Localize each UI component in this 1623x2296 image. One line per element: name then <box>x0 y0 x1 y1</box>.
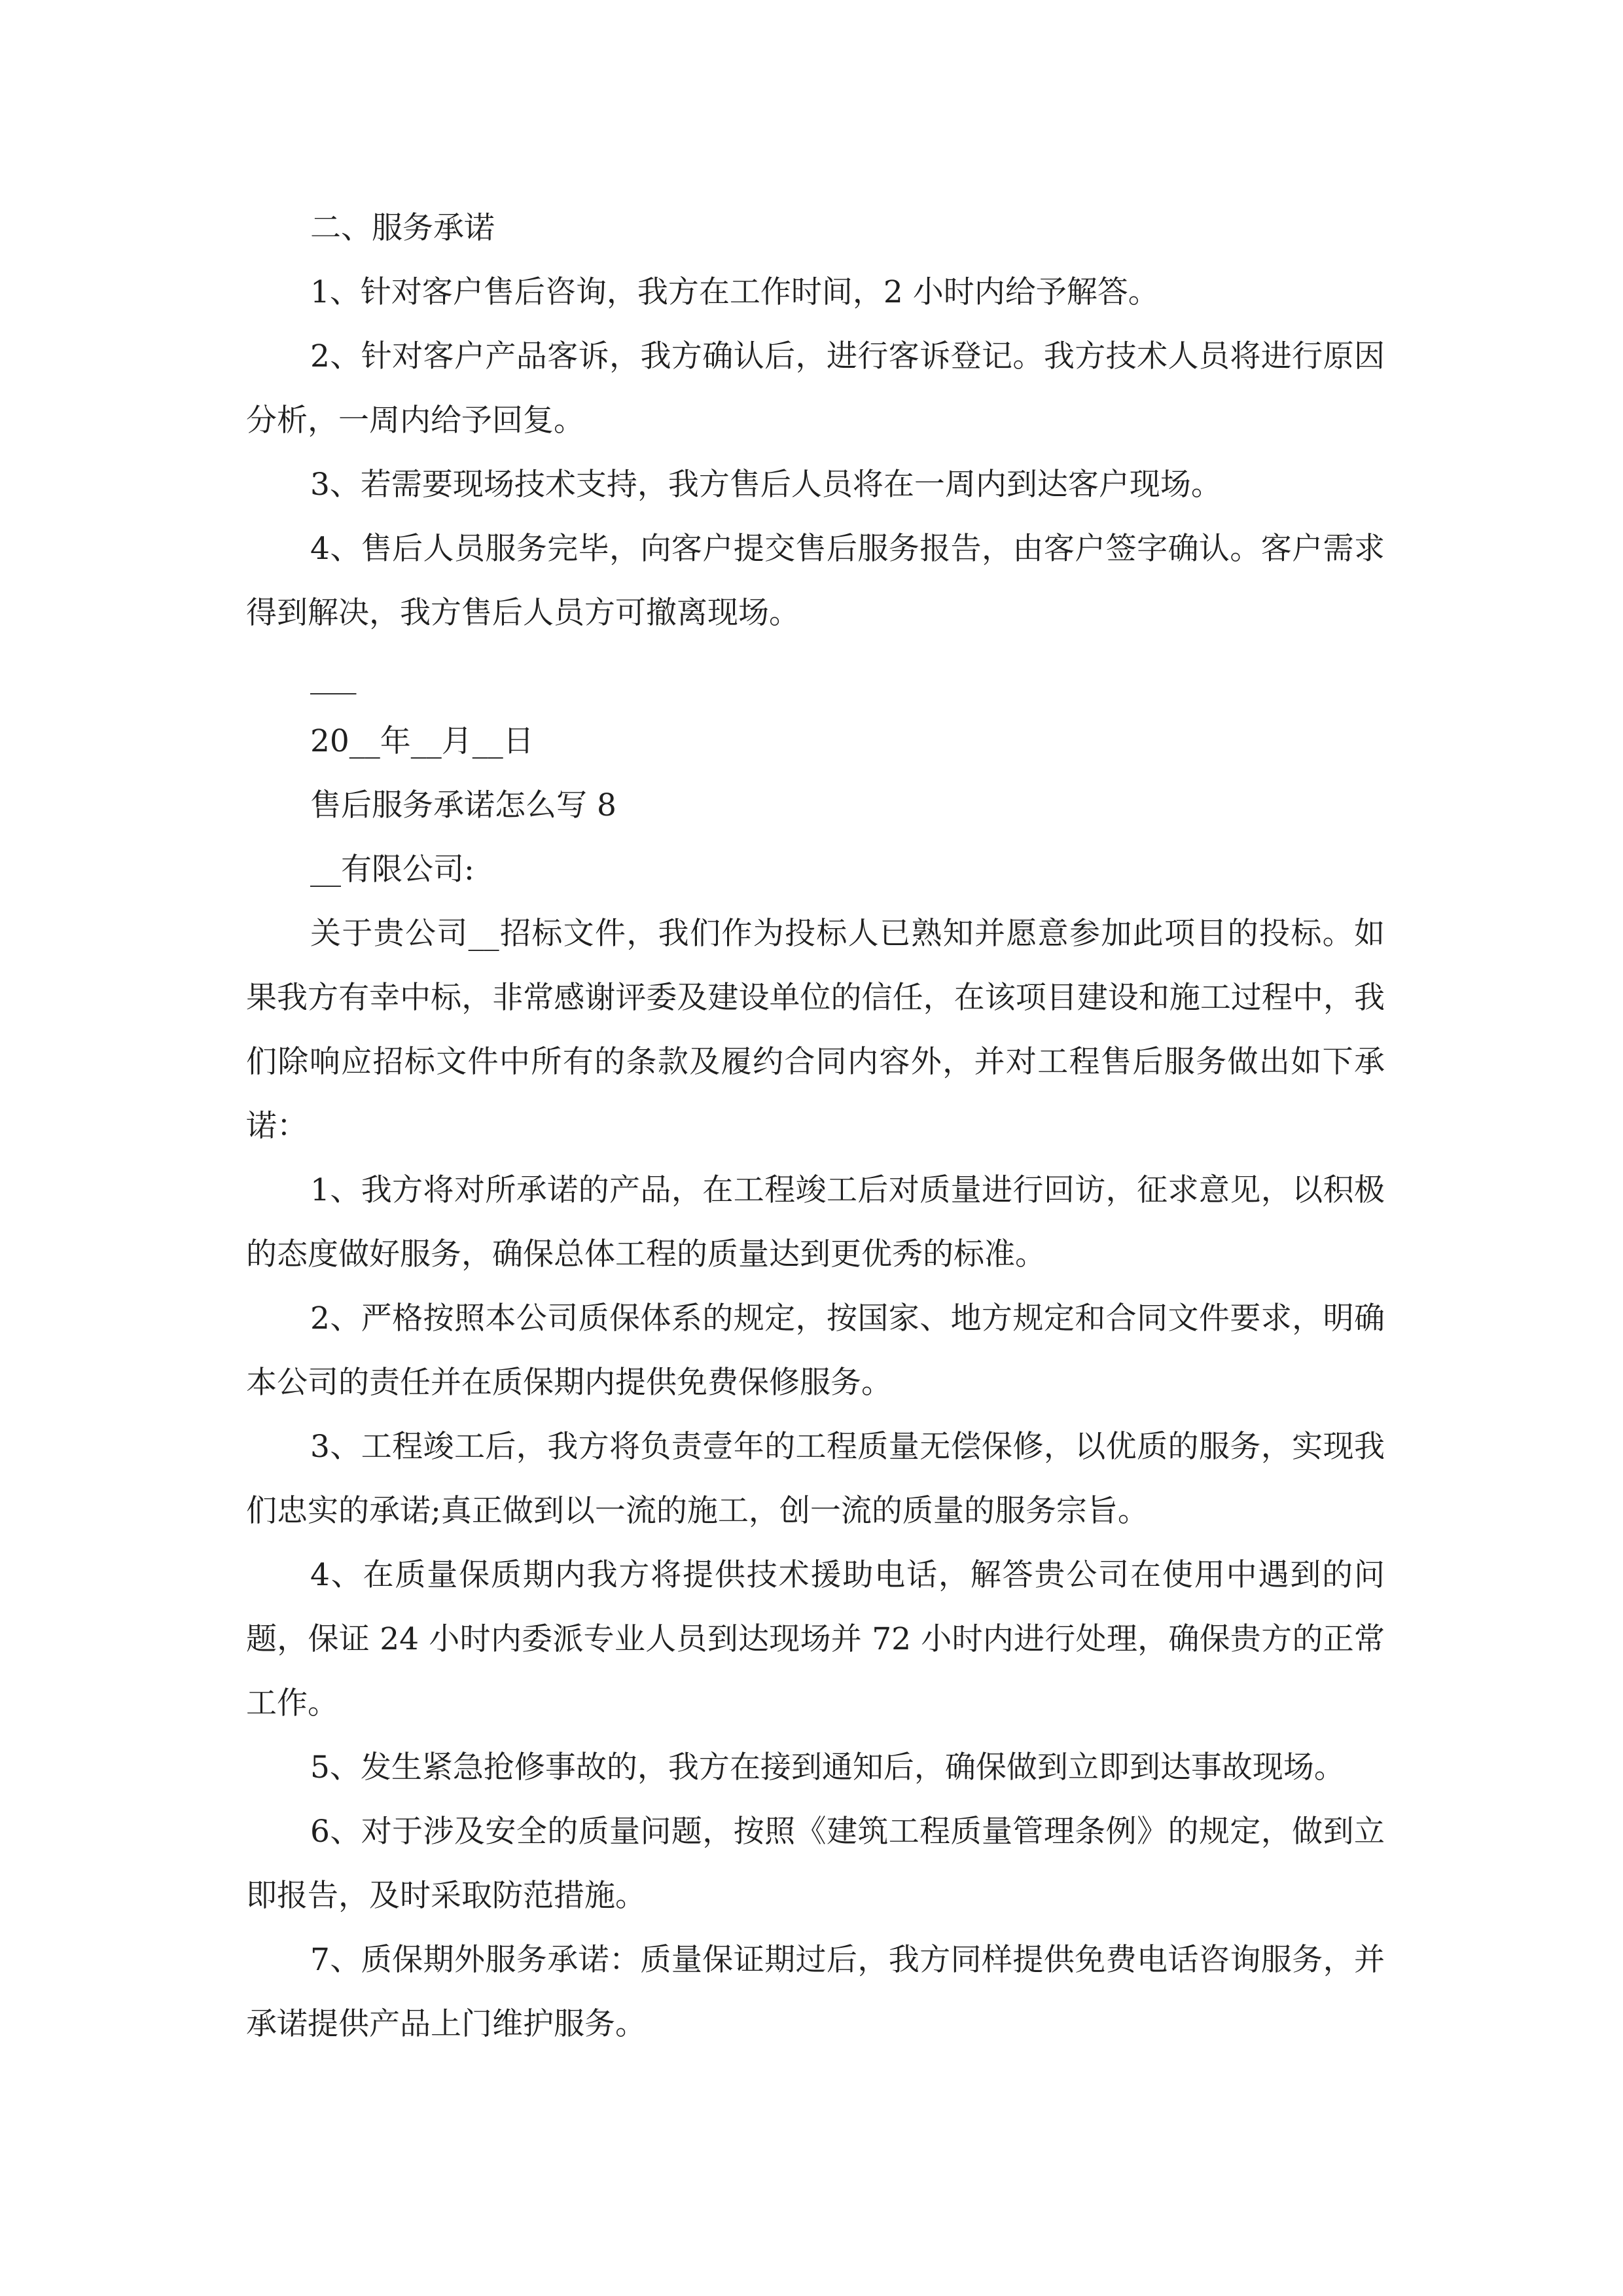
signature-blank: ___ <box>310 659 357 695</box>
date-line: 20__年__月__日 <box>310 723 534 759</box>
commitment-item: 3、工程竣工后，我方将负责壹年的工程质量无偿保修，以优质的服务，实现我们忠实的承诺;真正做到以一流的施工，创一流的质量的服务宗旨。 <box>246 1429 1385 1529</box>
doc-title: 售后服务承诺怎么写 8 <box>310 787 616 823</box>
section-item: 1、针对客户售后咨询，我方在工作时间，2 小时内给予解答。 <box>310 274 1159 310</box>
commitment-item: 7、质保期外服务承诺：质量保证期过后，我方同样提供免费电话咨询服务，并承诺提供产品上门维护服务。 <box>246 1942 1385 2042</box>
section-item: 4、售后人员服务完毕，向客户提交售后服务报告，由客户签字确认。客户需求得到解决，我方售后人员方可撤离现场。 <box>246 531 1385 631</box>
commitment-item: 5、发生紧急抢修事故的，我方在接到通知后，确保做到立即到达事故现场。 <box>310 1749 1345 1785</box>
section-item: 2、针对客户产品客诉，我方确认后，进行客诉登记。我方技术人员将进行原因分析，一周内给予回复。 <box>246 338 1385 439</box>
commitment-item: 6、对于涉及安全的质量问题，按照《建筑工程质量管理条例》的规定，做到立即报告，及时采取防范措施。 <box>246 1814 1385 1914</box>
commitment-item: 4、在质量保质期内我方将提供技术援助电话，解答贵公司在使用中遇到的问题，保证 24 小时内委派专业人员到达现场并 72 小时内进行处理，确保贵方的正常工作。 <box>246 1557 1385 1721</box>
intro-paragraph: 关于贵公司__招标文件，我们作为投标人已熟知并愿意参加此项目的投标。如果我方有幸中标，非常感谢评委及建设单位的信任，在该项目建设和施工过程中，我们除响应招标文件中所有的条款及履约合同内容外，并对工程售后服务做出如下承诺： <box>246 916 1385 1144</box>
commitment-item: 2、严格按照本公司质保体系的规定，按国家、地方规定和合同文件要求，明确本公司的责任并在质保期内提供免费保修服务。 <box>246 1300 1385 1401</box>
section-item: 3、若需要现场技术支持，我方售后人员将在一周内到达客户现场。 <box>310 467 1222 503</box>
addressee: __有限公司: <box>310 852 474 888</box>
document-body <box>246 196 1385 2056</box>
commitment-item: 1、我方将对所承诺的产品，在工程竣工后对质量进行回访，征求意见，以积极的态度做好服务，确保总体工程的质量达到更优秀的标准。 <box>246 1172 1385 1272</box>
section-heading: 二、服务承诺 <box>310 210 495 246</box>
